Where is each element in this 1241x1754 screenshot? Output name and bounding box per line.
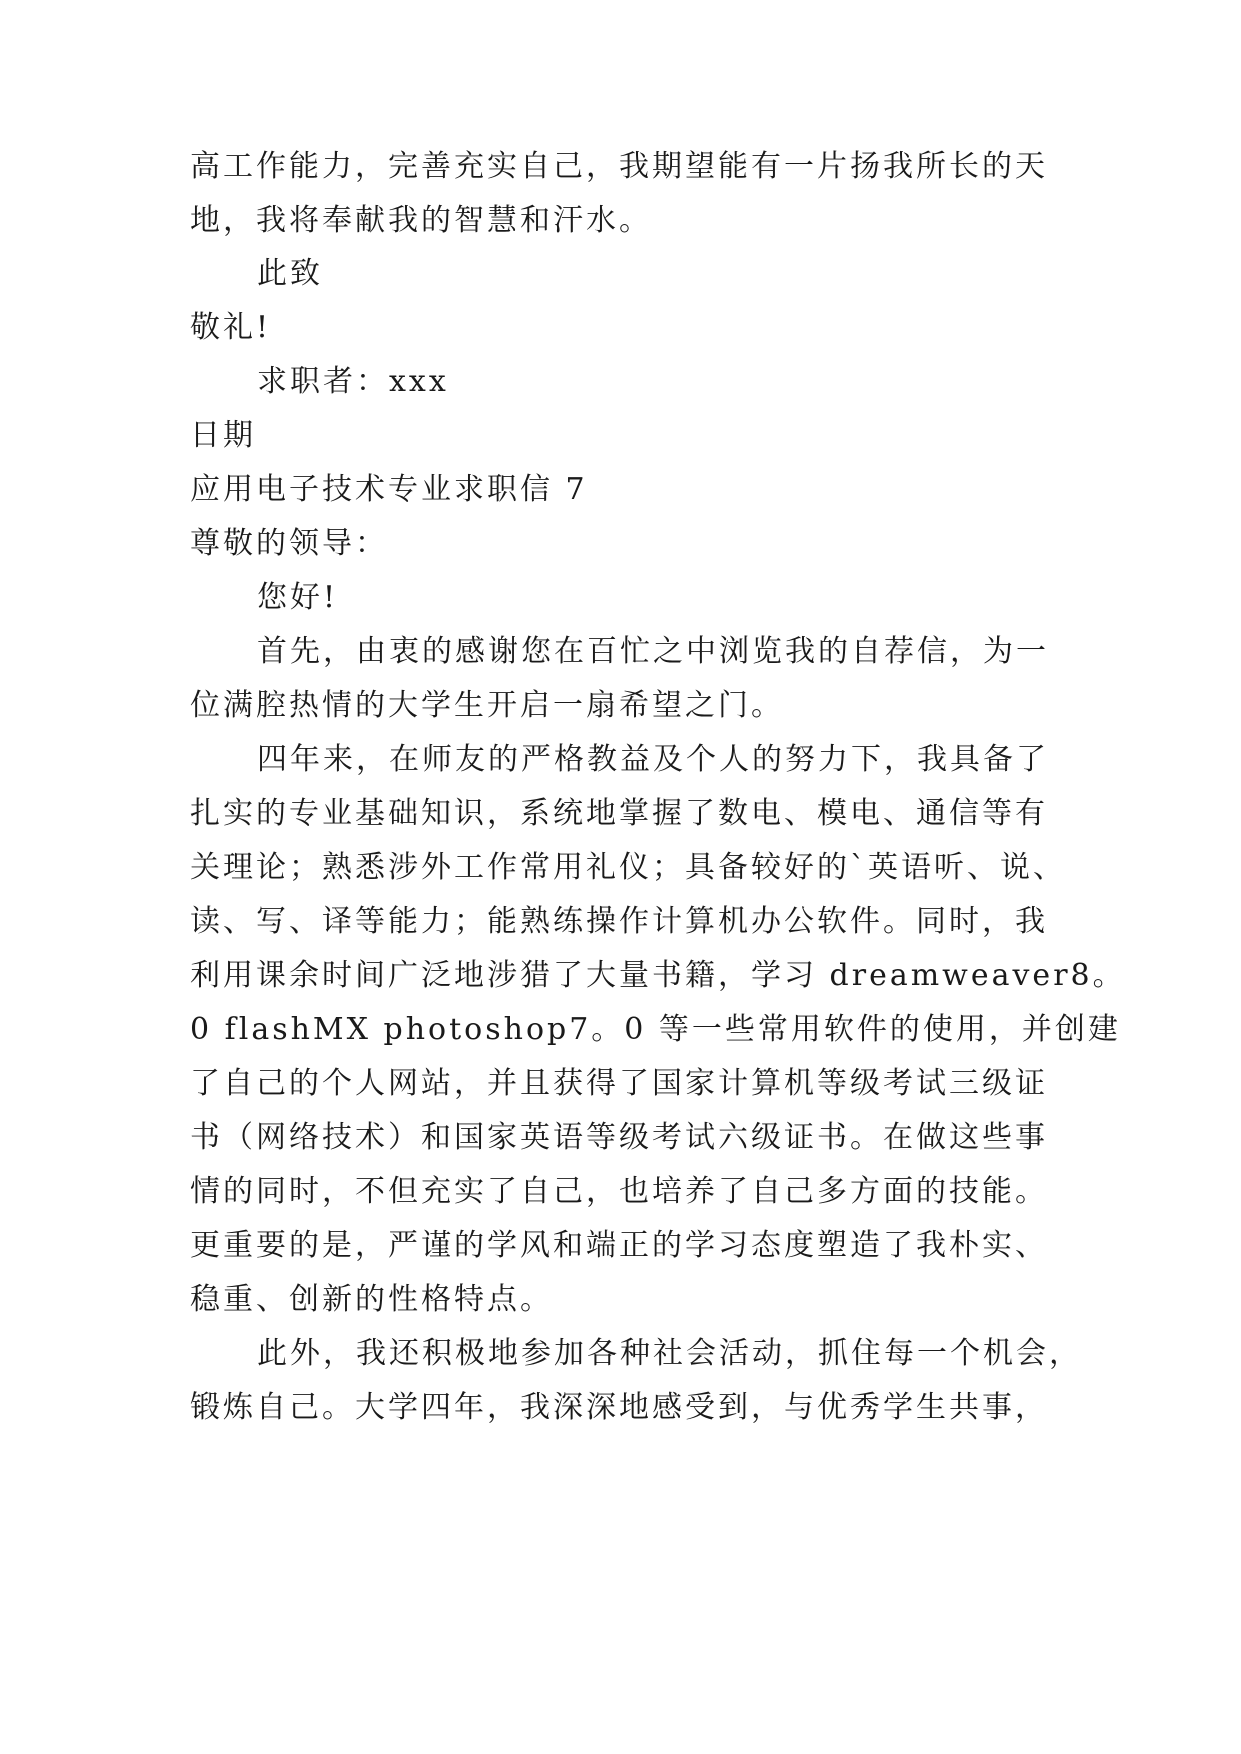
signature-line: 求职者：xxx bbox=[257, 364, 449, 399]
text-line: 位满腔热情的大学生开启一扇希望之门。 bbox=[190, 688, 784, 723]
closing-salutation: 此致 bbox=[257, 256, 323, 291]
text-line: 关理论；熟悉涉外工作常用礼仪；具备较好的`英语听、说、 bbox=[190, 850, 1066, 885]
text-line: 情的同时，不但充实了自己，也培养了自己多方面的技能。 bbox=[190, 1174, 1048, 1209]
text-line: 锻炼自己。大学四年，我深深地感受到，与优秀学生共事， bbox=[190, 1390, 1048, 1425]
letter-heading: 应用电子技术专业求职信 7 bbox=[190, 472, 588, 507]
text-line: 0 flashMX photoshop7。0 等一些常用软件的使用，并创建 bbox=[190, 1012, 1121, 1047]
greeting: 尊敬的领导： bbox=[190, 526, 388, 561]
text-line: 读、写、译等能力；能熟练操作计算机办公软件。同时，我 bbox=[190, 904, 1048, 939]
text-line: 地，我将奉献我的智慧和汗水。 bbox=[190, 203, 652, 238]
greeting-hello: 您好! bbox=[257, 580, 339, 615]
text-line: 利用课余时间广泛地涉猎了大量书籍，学习 dreamweaver8。 bbox=[190, 958, 1126, 993]
paragraph-first-line: 四年来，在师友的严格教益及个人的努力下，我具备了 bbox=[257, 742, 1049, 777]
text-line: 了自己的个人网站，并且获得了国家计算机等级考试三级证 bbox=[190, 1066, 1048, 1101]
text-line: 稳重、创新的性格特点。 bbox=[190, 1282, 553, 1317]
text-line: 扎实的专业基础知识，系统地掌握了数电、模电、通信等有 bbox=[190, 796, 1048, 831]
date-line: 日期 bbox=[190, 418, 256, 453]
paragraph-first-line: 首先，由衷的感谢您在百忙之中浏览我的自荐信，为一 bbox=[257, 634, 1049, 669]
text-line: 高工作能力，完善充实自己，我期望能有一片扬我所长的天 bbox=[190, 149, 1048, 184]
paragraph-first-line: 此外，我还积极地参加各种社会活动，抓住每一个机会， bbox=[257, 1336, 1082, 1371]
text-line: 更重要的是，严谨的学风和端正的学习态度塑造了我朴实、 bbox=[190, 1228, 1048, 1263]
closing-regards: 敬礼! bbox=[190, 310, 272, 345]
text-line: 书（网络技术）和国家英语等级考试六级证书。在做这些事 bbox=[190, 1120, 1048, 1155]
